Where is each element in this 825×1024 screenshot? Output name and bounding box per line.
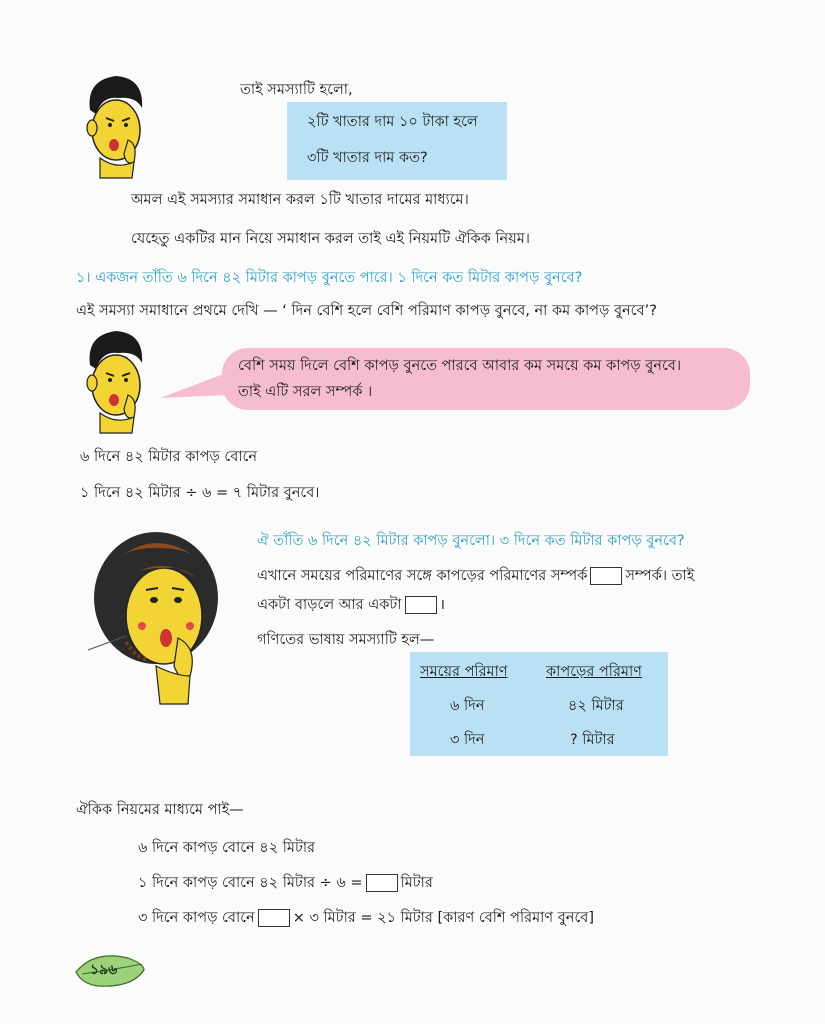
think-line: এই সমস্যা সমাধানে প্রথমে দেখি — ‘ দিন বেশি হলে বেশি পরিমাণ কাপড় বুনবে, না কম কাপড় বুনবে’?: [76, 303, 657, 319]
table-header-time: সময়ের পরিমাণ: [420, 664, 508, 680]
relation-text-1: এখানে সময়ের পরিমাণের সঙ্গে কাপড়ের পরিমাণের সম্পর্ক: [257, 568, 588, 584]
problem-line-2: ৩টি খাতার দাম কত?: [307, 150, 428, 166]
relation-answer-box-2[interactable]: [405, 596, 437, 614]
speech-bubble: [222, 348, 750, 410]
step-line-3: [138, 908, 594, 928]
relation-text-4: ।: [439, 597, 446, 613]
question-1: ১। একজন তাঁতি ৬ দিনে ৪২ মিটার কাপড় বুনতে পারে। ১ দিনে কত মিটার কাপড় বুনবে?: [76, 270, 583, 286]
step-3-answer-box[interactable]: [258, 909, 290, 927]
calc-line-1: ৬ দিনে ৪২ মিটার কাপড় বোনে: [80, 449, 258, 465]
relation-line-2: [257, 595, 445, 615]
intro-line: তাই সমস্যাটি হলো,: [240, 82, 353, 98]
table-cell-r1c2: ৪২ মিটার: [568, 698, 624, 714]
math-language-line: গণিতের ভাষায় সমস্যাটি হল—: [257, 632, 435, 648]
bubble-line-2: তাই এটি সরল সম্পর্ক ।: [238, 384, 373, 400]
step-line-2: [138, 873, 433, 893]
relation-line: [257, 566, 694, 586]
step-2-unit: মিটার: [400, 875, 433, 891]
table-header-cloth: কাপড়ের পরিমাণ: [546, 664, 642, 680]
problem-line-1: ২টি খাতার দাম ১০ টাকা হলে: [307, 114, 478, 130]
data-table: [410, 652, 668, 756]
relation-answer-box[interactable]: [590, 567, 622, 585]
page-number: ১৯৬: [90, 962, 118, 978]
step-2-text: ১ দিনে কাপড় বোনে ৪২ মিটার ÷ ৬ =: [138, 875, 363, 891]
step-3-text: ৩ দিনে কাপড় বোনে: [138, 910, 255, 926]
problem-box: [287, 102, 507, 180]
table-cell-r2c2: ? মিটার: [570, 732, 615, 748]
relation-text-3: একটা বাড়লে আর একটা: [257, 597, 402, 613]
question-2: ঐ তাঁতি ৬ দিনে ৪২ মিটার কাপড় বুনলো। ৩ দিনে কত মিটার কাপড় বুনবে?: [257, 533, 685, 549]
step-line-1: ৬ দিনে কাপড় বোনে ৪২ মিটার: [138, 840, 316, 856]
table-cell-r1c1: ৬ দিন: [450, 698, 485, 714]
rule-line: যেহেতু একটির মান নিয়ে সমাধান করল তাই এই নিয়মটি ঐকিক নিয়ম।: [131, 231, 530, 247]
calc-line-2: ১ দিনে ৪২ মিটার ÷ ৬ = ৭ মিটার বুনবে।: [80, 485, 320, 501]
unitary-intro: ঐকিক নিয়মের মাধ্যমে পাই—: [76, 802, 244, 818]
step-3-result: × ৩ মিটার = ২১ মিটার [কারণ বেশি পরিমাণ বুনবে]: [292, 910, 594, 926]
amol-line: অমল এই সমস্যার সমাধান করল ১টি খাতার দামের মাধ্যমে।: [131, 192, 469, 208]
boy-thinking-illustration-2: [76, 325, 156, 435]
boy-thinking-illustration: [76, 70, 156, 180]
relation-text-2: সম্পর্ক। তাই: [625, 568, 695, 584]
woman-thinking-illustration: [86, 526, 256, 706]
step-2-answer-box[interactable]: [366, 874, 398, 892]
bubble-line-1: বেশি সময় দিলে বেশি কাপড় বুনতে পারবে আবার কম সময়ে কম কাপড় বুনবে।: [238, 358, 682, 374]
table-cell-r2c1: ৩ দিন: [450, 732, 485, 748]
